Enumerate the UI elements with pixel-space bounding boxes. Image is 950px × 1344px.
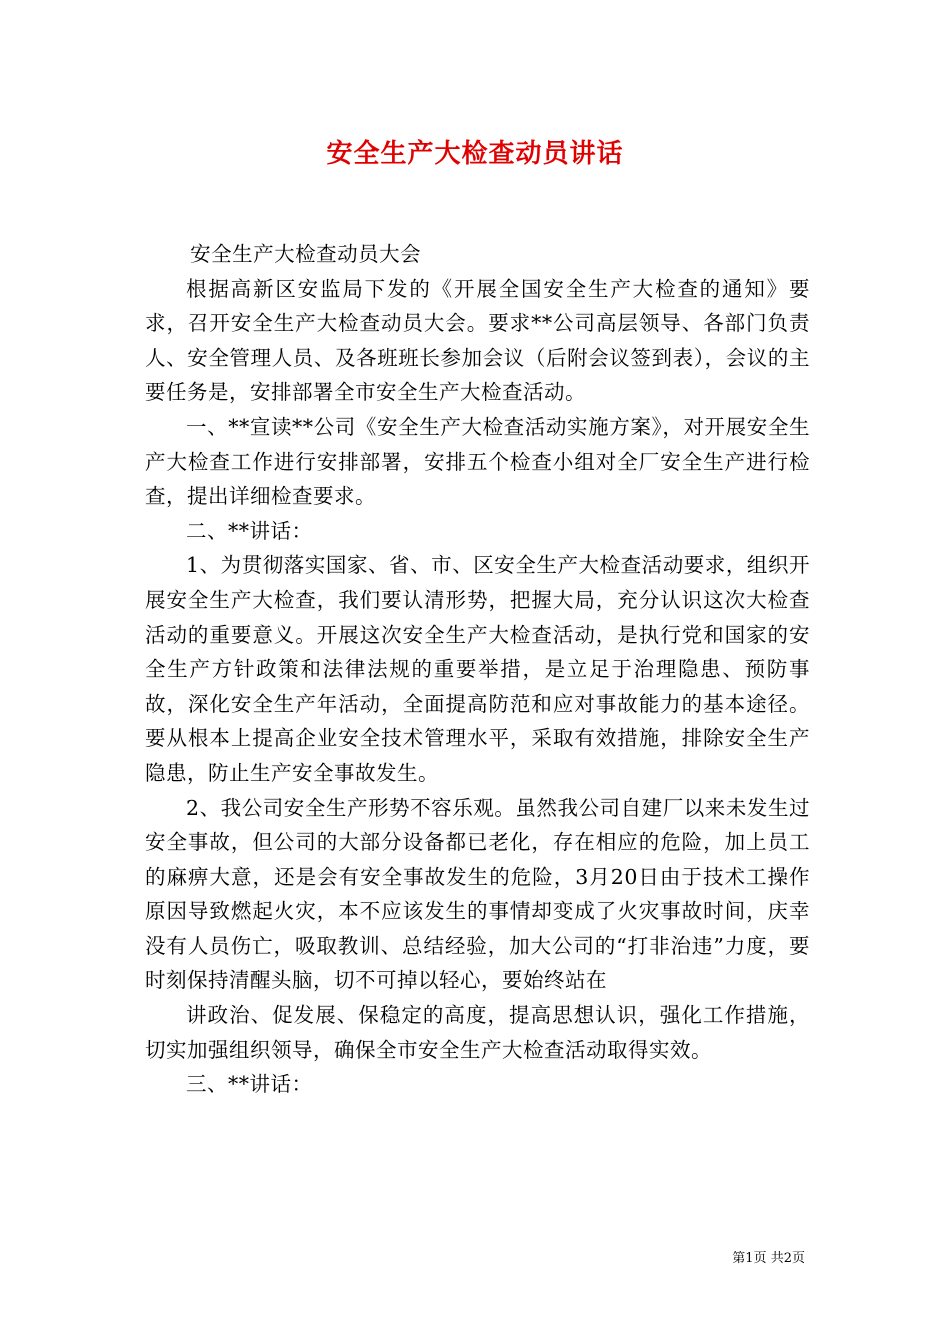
point-two-paragraph: 2、我公司安全生产形势不容乐观。虽然我公司自建厂以来未发生过安全事故，但公司的大部分设备都已老化，存在相应的危险，加上员工的麻痹大意，还是会有安全事故发生的危险，3月20日由于技术工操作原因导致燃起火灾，本不应该发生的事情却变成了火灾事故时间，庆幸没有人员伤亡，吸取教训、总结经验，加大公司的“打非治违”力度，要时刻保持清醒头脑，切不可掉以轻心，要始终站在 (145, 795, 810, 993)
document-body (145, 237, 810, 1102)
intro-paragraph: 根据高新区安监局下发的《开展全国安全生产大检查的通知》要求，召开安全生产大检查动员大会。要求**公司高层领导、各部门负责人、安全管理人员、及各班班长参加会议（后附会议签到表），会议的主要任务是，安排部署全市安全生产大检查活动。 (145, 276, 810, 405)
section-one-paragraph: 一、**宣读**公司《安全生产大检查活动实施方案》，对开展安全生产大检查工作进行安排部署，安排五个检查小组对全厂安全生产进行检查，提出详细检查要求。 (145, 414, 810, 509)
page-number-footer (732, 1247, 805, 1266)
page-suffix: 页 (791, 1251, 805, 1266)
page-prefix: 第 (732, 1251, 746, 1266)
document-title: 安全生产大检查动员讲话 (326, 139, 624, 169)
total-pages-number: 2 (783, 1251, 792, 1266)
section-two-heading: 二、**讲话： (186, 518, 313, 543)
current-page-number: 1 (745, 1251, 754, 1266)
continuation-paragraph: 讲政治、促发展、保稳定的高度，提高思想认识，强化工作措施，切实加强组织领导，确保全市安全生产大检查活动取得实效。 (145, 1003, 810, 1062)
point-one-paragraph: 1、为贯彻落实国家、省、市、区安全生产大检查活动要求，组织开展安全生产大检查，我们要认清形势，把握大局，充分认识这次大检查活动的重要意义。开展这次安全生产大检查活动，是执行党和国家的安全生产方针政策和法律法规的重要举措，是立足于治理隐患、预防事故，深化安全生产年活动，全面提高防范和应对事故能力的基本途径。要从根本上提高企业安全技术管理水平，采取有效措施，排除安全生产隐患，防止生产安全事故发生。 (145, 553, 810, 785)
meeting-name-paragraph: 安全生产大检查动员大会 (190, 242, 422, 266)
section-three-heading: 三、**讲话： (186, 1072, 313, 1097)
page-middle: 页 共 (753, 1251, 784, 1266)
